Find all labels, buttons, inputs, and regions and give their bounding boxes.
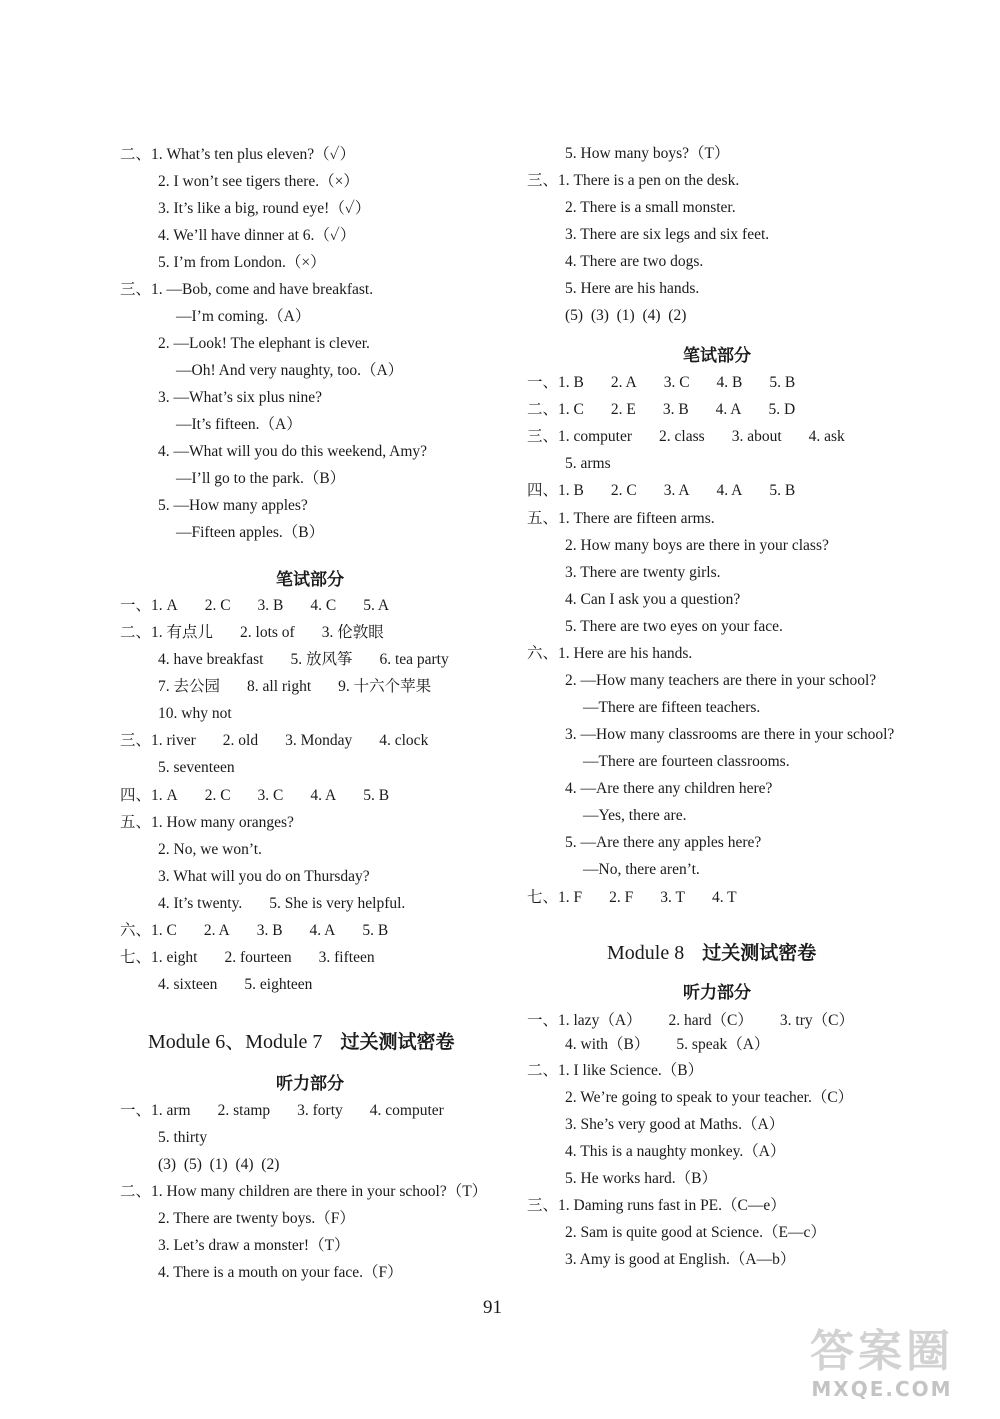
- answer-line: [565, 1169, 717, 1189]
- answer-item: 4. sixteen: [158, 976, 218, 993]
- answer-item: 5. 放风筝: [290, 651, 353, 668]
- answer-item: 3. about: [731, 428, 782, 445]
- answer-line: [158, 677, 431, 697]
- answer-item: —There are fifteen teachers.: [583, 699, 761, 716]
- answer-item: 5. eighteen: [244, 976, 313, 993]
- answer-line: [565, 279, 699, 299]
- answer-item: —I’ll go to the park.（B）: [176, 470, 346, 487]
- answer-item: 二、1. 有点儿: [120, 624, 214, 641]
- answer-line: [527, 427, 845, 447]
- answer-item: 2. C: [204, 787, 231, 804]
- answer-item: 一、1. lazy（A）: [527, 1012, 642, 1029]
- answer-line: [176, 415, 302, 435]
- answer-line: [158, 496, 308, 516]
- answer-item: 5. —How many apples?: [158, 497, 308, 514]
- answer-item: 5. speak（A）: [676, 1036, 770, 1053]
- answer-item: 2. fourteen: [224, 949, 292, 966]
- answer-line: [565, 1250, 795, 1270]
- answer-item: 2. There is a small monster.: [565, 199, 736, 216]
- answer-item: 2. A: [610, 374, 637, 391]
- answer-item: 三、1. —Bob, come and have breakfast.: [120, 281, 374, 298]
- answer-item: 6. tea party: [379, 651, 449, 668]
- answer-item: 2. We’re going to speak to your teacher.（C）: [565, 1089, 854, 1106]
- answer-line: [527, 481, 795, 501]
- answer-item: 2. class: [659, 428, 705, 445]
- answer-line: [158, 226, 355, 246]
- answer-item: 7. 去公园: [158, 678, 221, 695]
- answer-item: (3) (5) (1) (4) (2): [158, 1156, 280, 1173]
- answer-line: [158, 840, 262, 860]
- answer-line: [527, 171, 739, 191]
- answer-item: —Yes, there are.: [583, 807, 687, 824]
- answer-item: 2. No, we won’t.: [158, 841, 262, 858]
- answer-item: 3. A: [663, 482, 690, 499]
- answer-item: 2. E: [610, 401, 636, 418]
- answer-line: [158, 894, 405, 914]
- answer-line: [176, 361, 403, 381]
- answer-item: 4. computer: [369, 1102, 444, 1119]
- answer-line: [176, 307, 310, 327]
- answer-item: 三、1. computer: [527, 428, 633, 445]
- answer-line: [565, 1088, 853, 1108]
- answer-line: [120, 145, 355, 165]
- answer-item: —No, there aren’t.: [583, 861, 700, 878]
- answer-item: 5. B: [769, 374, 796, 391]
- answer-item: 3. There are six legs and six feet.: [565, 226, 770, 243]
- watermark-sub-text: MXQE.COM: [811, 1377, 953, 1401]
- answer-line: [158, 1263, 403, 1283]
- answer-line: [120, 813, 294, 833]
- module-title-en: Module 6、Module 7: [148, 1031, 323, 1053]
- answer-line: [158, 253, 326, 273]
- answer-item: 4. We’ll have dinner at 6.（✓）: [158, 227, 356, 244]
- answer-item: 5. thirty: [158, 1129, 208, 1146]
- answer-item: 2. old: [222, 732, 259, 749]
- answer-line: [565, 833, 761, 853]
- answer-line: [583, 806, 686, 826]
- answer-item: 二、1. What’s ten plus eleven?（✓）: [120, 146, 356, 163]
- answer-item: 二、1. C: [527, 401, 584, 418]
- answer-item: 3. B: [256, 922, 283, 939]
- answer-item: 3. fifteen: [318, 949, 375, 966]
- answer-line: [176, 469, 345, 489]
- answer-line: [565, 225, 769, 245]
- answer-line: [120, 596, 389, 616]
- answer-item: 4. —What will you do this weekend, Amy?: [158, 443, 428, 460]
- answer-item: 3. Let’s draw a monster!（T）: [158, 1237, 350, 1254]
- answer-line: [120, 786, 389, 806]
- answer-item: 3. forty: [297, 1102, 343, 1119]
- answer-line: [565, 198, 736, 218]
- answer-line: [527, 373, 795, 393]
- answer-item: 5. B: [362, 922, 389, 939]
- answer-line: [158, 199, 370, 219]
- answer-line: [158, 172, 359, 192]
- answer-item: 2. C: [204, 597, 231, 614]
- answer-line: [158, 1236, 350, 1256]
- answer-item: 4. have breakfast: [158, 651, 264, 668]
- answer-item: 三、1. Daming runs fast in PE.（C—e）: [527, 1197, 786, 1214]
- answer-item: 4. ask: [808, 428, 845, 445]
- answer-item: 5. A: [363, 597, 390, 614]
- answer-item: 3. 伦敦眼: [321, 624, 384, 641]
- answer-line: [583, 698, 760, 718]
- answer-line: [565, 590, 740, 610]
- answer-line: [565, 306, 686, 326]
- answer-line: [565, 144, 729, 164]
- answer-item: 4. T: [711, 889, 737, 906]
- answer-item: 3. It’s like a big, round eye!（✓）: [158, 200, 371, 217]
- answer-item: 4. B: [716, 374, 743, 391]
- answer-item: 一、1. B: [527, 374, 584, 391]
- answer-line: [565, 1115, 784, 1135]
- answer-item: 3. She’s very good at Maths.（A）: [565, 1116, 785, 1133]
- answer-item: 4. clock: [379, 732, 429, 749]
- answer-item: 二、1. How many children are there in your school?（T）: [120, 1183, 488, 1200]
- answer-line: [120, 921, 388, 941]
- answer-item: 2. —How many teachers are there in your school?: [565, 672, 877, 689]
- answer-line: [565, 671, 876, 691]
- answer-item: 六、1. Here are his hands.: [527, 645, 693, 662]
- answer-line: [565, 1035, 769, 1055]
- page-number: 91: [483, 1297, 502, 1318]
- answer-line: [565, 725, 894, 745]
- answer-line: [158, 1209, 355, 1229]
- answer-item: 5. B: [363, 787, 390, 804]
- answer-item: 一、1. arm: [120, 1102, 191, 1119]
- answer-line: [565, 1223, 826, 1243]
- answer-line: [583, 860, 700, 880]
- answer-line: [158, 704, 232, 724]
- answer-line: [565, 536, 829, 556]
- answer-item: —Fifteen apples.（B）: [176, 524, 325, 541]
- answer-item: 2. How many boys are there in your class?: [565, 537, 829, 554]
- answer-item: 4. A: [715, 401, 742, 418]
- answer-item: —It’s fifteen.（A）: [176, 416, 302, 433]
- answer-item: 二、1. I like Science.（B）: [527, 1062, 704, 1079]
- answer-item: 10. why not: [158, 705, 232, 722]
- module-title: [607, 938, 816, 965]
- answer-line: [158, 334, 370, 354]
- answer-item: 3. Amy is good at English.（A—b）: [565, 1251, 796, 1268]
- answer-line: [158, 650, 449, 670]
- answer-line: [527, 1196, 786, 1216]
- answer-item: 3. try（C）: [779, 1012, 854, 1029]
- answer-item: 5. —Are there any apples here?: [565, 834, 762, 851]
- answer-item: 5. There are two eyes on your face.: [565, 618, 783, 635]
- answer-item: 3. —What’s six plus nine?: [158, 389, 323, 406]
- answer-item: 三、1. river: [120, 732, 196, 749]
- answer-item: 2. There are twenty boys.（F）: [158, 1210, 355, 1227]
- answer-line: [527, 400, 795, 420]
- answer-item: 3. B: [662, 401, 689, 418]
- answer-item: 4. There are two dogs.: [565, 253, 704, 270]
- answer-item: 五、1. There are fifteen arms.: [527, 510, 715, 527]
- section-heading: 听力部分: [276, 1074, 344, 1094]
- answer-item: 5. He works hard.（B）: [565, 1170, 717, 1187]
- answer-item: 4. This is a naughty monkey.（A）: [565, 1143, 786, 1160]
- watermark-logo: [782, 1327, 982, 1405]
- answer-item: —There are fourteen classrooms.: [583, 753, 790, 770]
- answer-line: [176, 523, 324, 543]
- answer-line: [158, 758, 235, 778]
- answer-item: 一、1. A: [120, 597, 178, 614]
- answer-item: 2. A: [203, 922, 230, 939]
- answer-item: 3. There are twenty girls.: [565, 564, 721, 581]
- module-title-en: Module 8: [607, 942, 685, 964]
- answer-line: [527, 644, 692, 664]
- section-heading: 笔试部分: [276, 570, 344, 590]
- watermark-main-text: 答案圈: [810, 1326, 954, 1377]
- answer-item: 六、1. C: [120, 922, 177, 939]
- answer-line: [120, 1101, 444, 1121]
- module-title-cn: 过关测试密卷: [340, 1031, 455, 1053]
- answer-line: [565, 563, 721, 583]
- answer-item: 4. with（B）: [565, 1036, 650, 1053]
- answer-item: 2. —Look! The elephant is clever.: [158, 335, 370, 352]
- answer-item: 5. Here are his hands.: [565, 280, 700, 297]
- answer-item: 3. What will you do on Thursday?: [158, 868, 370, 885]
- answer-item: 4. A: [309, 922, 336, 939]
- answer-item: 3. —How many classrooms are there in your school?: [565, 726, 895, 743]
- answer-item: 3. C: [663, 374, 690, 391]
- answer-line: [158, 1155, 279, 1175]
- answer-item: 2. stamp: [217, 1102, 271, 1119]
- answer-item: 8. all right: [247, 678, 312, 695]
- answer-item: 5. She is very helpful.: [269, 895, 406, 912]
- answer-line: [527, 1061, 703, 1081]
- answer-line: [527, 509, 715, 529]
- answer-line: [158, 442, 427, 462]
- answer-line: [583, 752, 790, 772]
- answer-line: [565, 779, 772, 799]
- section-heading: 笔试部分: [683, 346, 751, 366]
- answer-item: 5. D: [768, 401, 796, 418]
- answer-line: [120, 731, 428, 751]
- answer-line: [565, 617, 783, 637]
- answer-item: 5. B: [769, 482, 796, 499]
- answer-line: [527, 1011, 854, 1031]
- answer-item: 5. seventeen: [158, 759, 235, 776]
- answer-item: (5) (3) (1) (4) (2): [565, 307, 687, 324]
- answer-item: 2. I won’t see tigers there.（×）: [158, 173, 359, 190]
- answer-item: 4. It’s twenty.: [158, 895, 243, 912]
- answer-item: 四、1. B: [527, 482, 584, 499]
- answer-item: 2. Sam is quite good at Science.（E—c）: [565, 1224, 826, 1241]
- answer-item: 五、1. How many oranges?: [120, 814, 294, 831]
- answer-item: 4. C: [310, 597, 337, 614]
- answer-line: [120, 948, 375, 968]
- answer-item: 4. Can I ask you a question?: [565, 591, 741, 608]
- answer-line: [527, 888, 737, 908]
- answer-line: [120, 623, 384, 643]
- answer-line: [158, 867, 370, 887]
- answer-item: 2. lots of: [240, 624, 295, 641]
- answer-item: 3. T: [660, 889, 685, 906]
- answer-line: [158, 388, 322, 408]
- answer-item: 3. B: [257, 597, 284, 614]
- answer-item: 3. Monday: [285, 732, 353, 749]
- answer-line: [565, 252, 703, 272]
- answer-line: [565, 1142, 785, 1162]
- answer-item: 5. How many boys?（T）: [565, 145, 730, 162]
- answer-line: [120, 280, 373, 300]
- answer-item: 5. arms: [565, 455, 611, 472]
- answer-line: [158, 1128, 207, 1148]
- answer-item: 三、1. There is a pen on the desk.: [527, 172, 740, 189]
- answer-line: [565, 454, 611, 474]
- answer-item: 2. hard（C）: [668, 1012, 753, 1029]
- answer-item: —I’m coming.（A）: [176, 308, 311, 325]
- answer-item: 9. 十六个苹果: [338, 678, 432, 695]
- module-title-cn: 过关测试密卷: [702, 942, 817, 964]
- answer-item: 4. A: [716, 482, 743, 499]
- answer-item: 4. —Are there any children here?: [565, 780, 773, 797]
- answer-item: —Oh! And very naughty, too.（A）: [176, 362, 404, 379]
- answer-item: 5. I’m from London.（×）: [158, 254, 326, 271]
- answer-item: 七、1. F: [527, 889, 583, 906]
- answer-line: [158, 975, 312, 995]
- answer-item: 3. C: [257, 787, 284, 804]
- answer-item: 四、1. A: [120, 787, 178, 804]
- section-heading: 听力部分: [683, 983, 751, 1003]
- module-title: [148, 1025, 454, 1054]
- answer-item: 2. F: [609, 889, 634, 906]
- answer-item: 4. A: [310, 787, 337, 804]
- answer-line: [120, 1182, 487, 1202]
- answer-item: 七、1. eight: [120, 949, 198, 966]
- answer-item: 2. C: [610, 482, 637, 499]
- answer-item: 4. There is a mouth on your face.（F）: [158, 1264, 403, 1281]
